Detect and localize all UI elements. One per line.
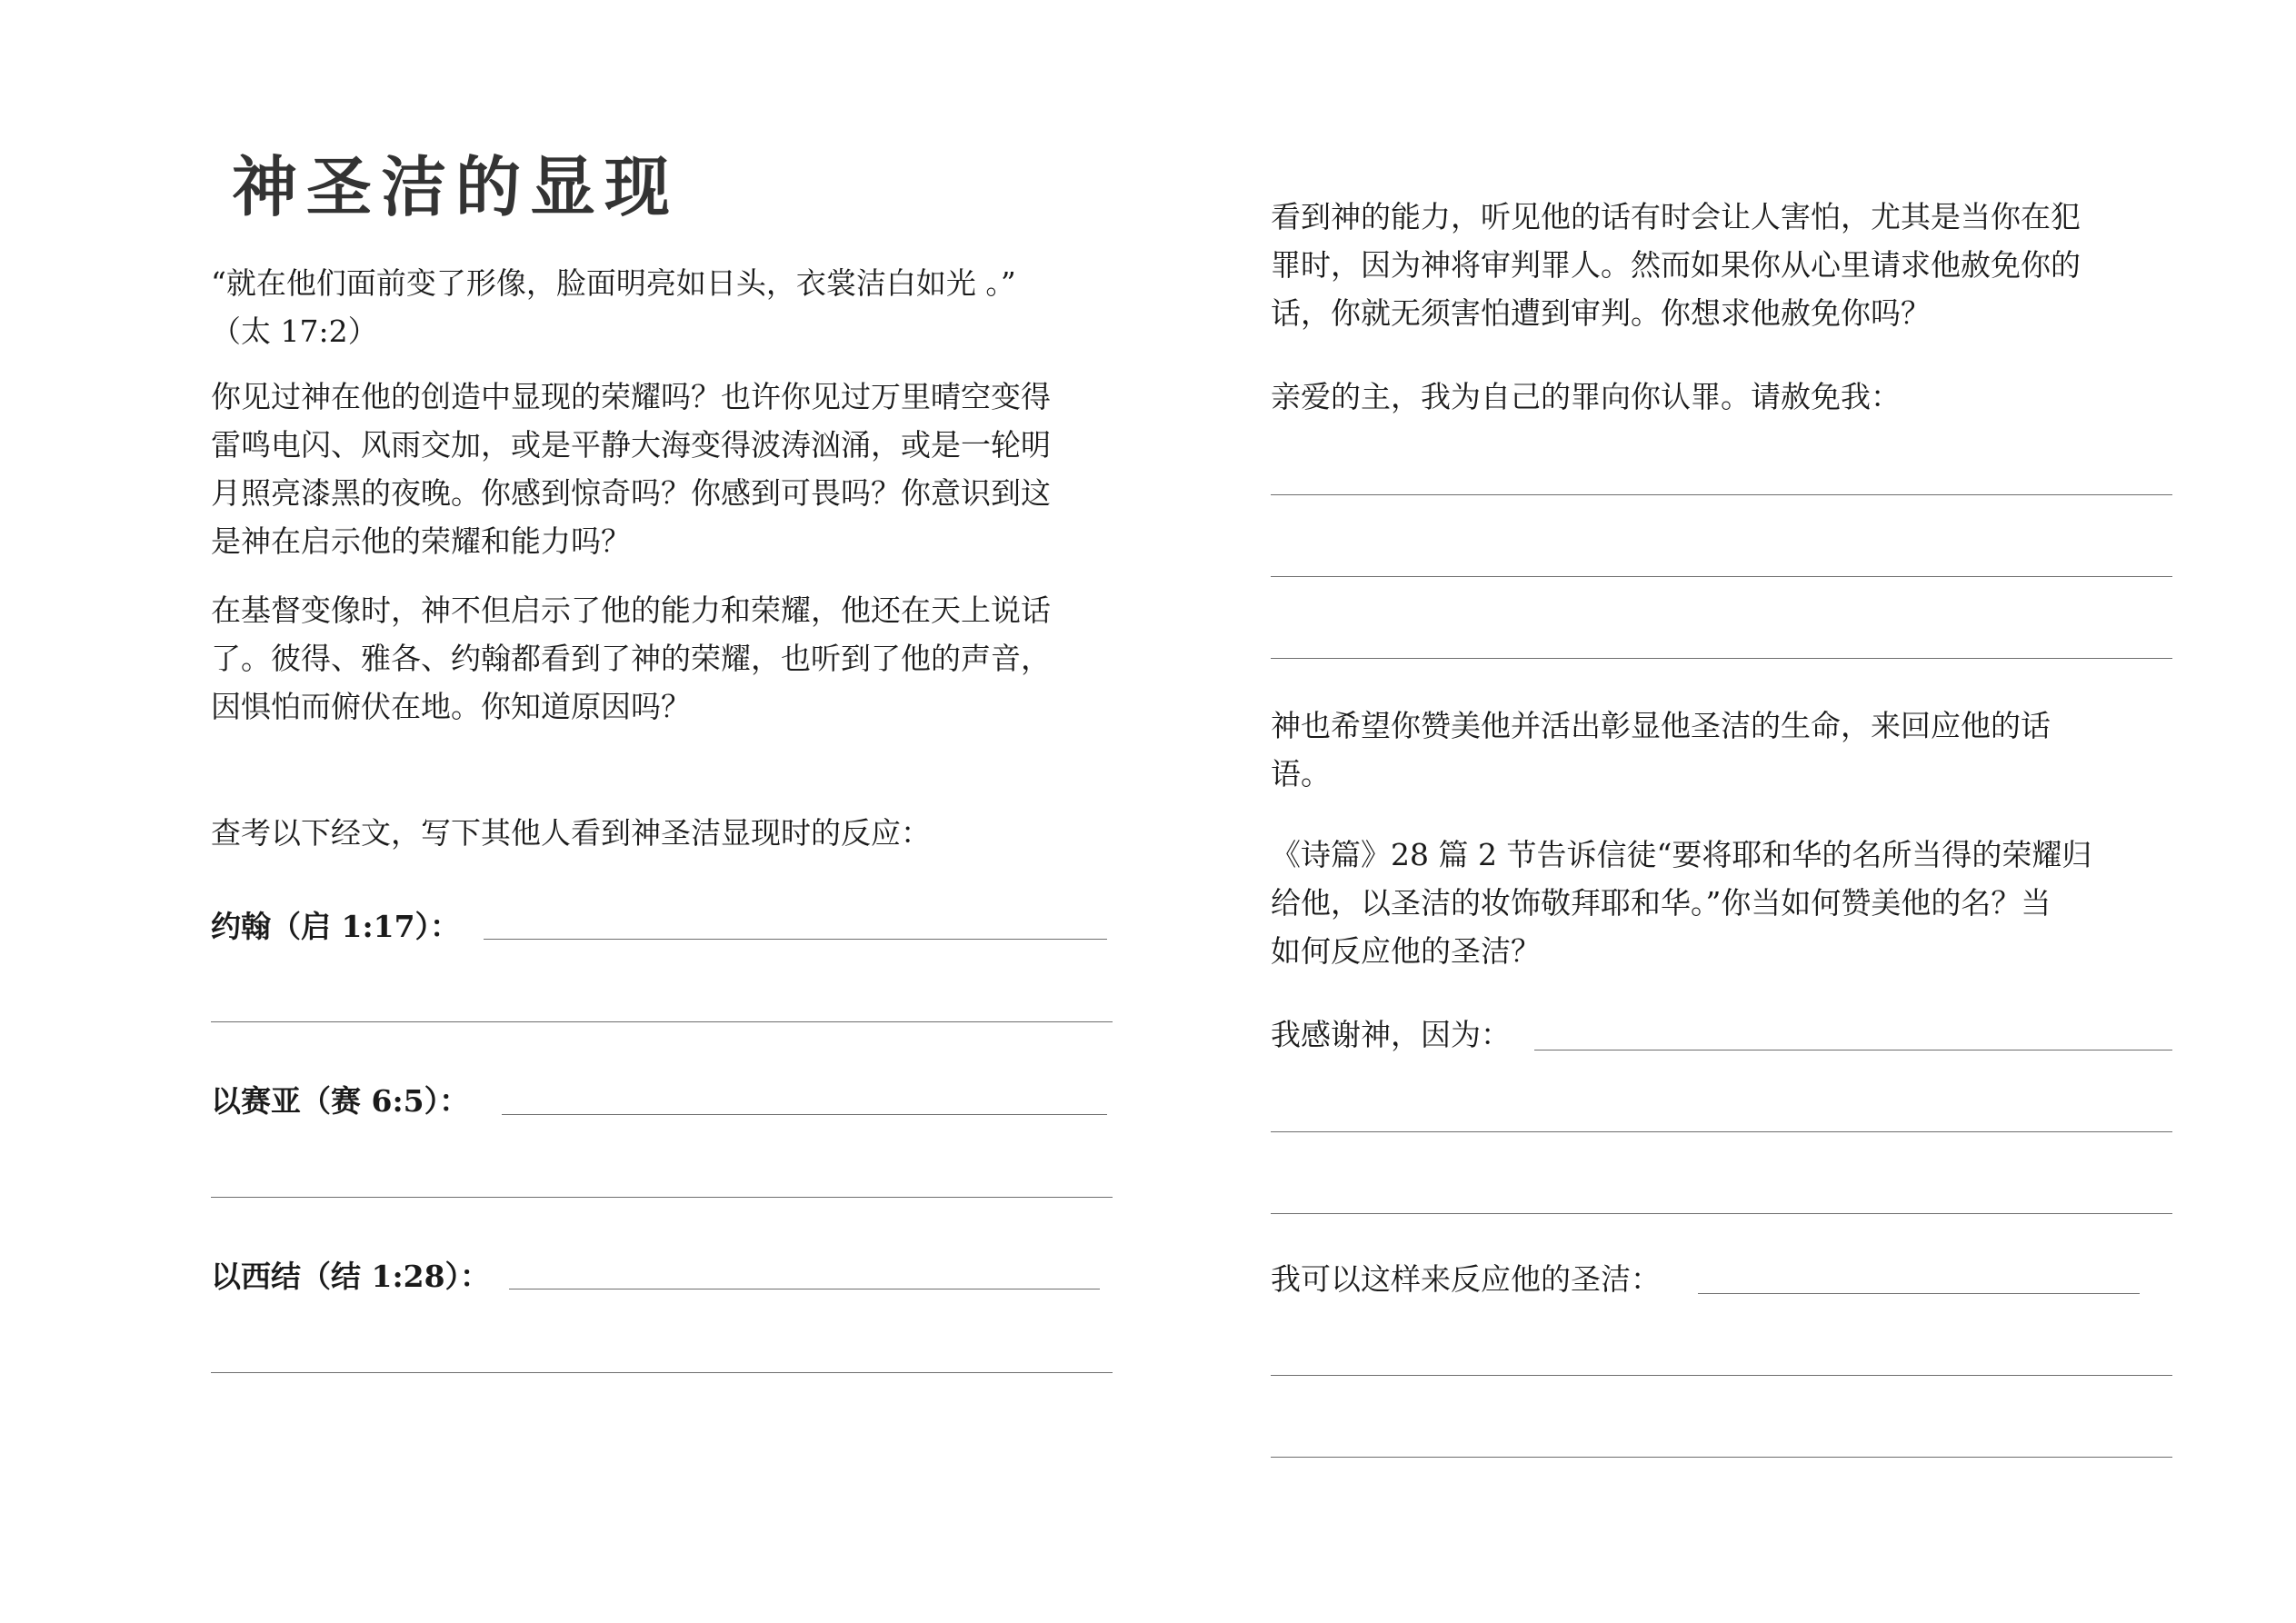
psalm-paragraph	[1271, 831, 2091, 975]
verse-reference: （太 17:2）	[211, 314, 378, 349]
answer-line-john[interactable]	[484, 939, 1107, 940]
paragraph-line: 在基督变像时，神不但启示了他的能力和荣耀，他还在天上说话	[211, 592, 1051, 628]
intro-paragraph	[211, 373, 1051, 565]
paragraph-line: 看到神的能力，听见他的话有时会让人害怕，尤其是当你在犯	[1271, 199, 2081, 234]
respond-line-2[interactable]	[1271, 1375, 2172, 1376]
paragraph-line: 月照亮漆黑的夜晚。你感到惊奇吗？你感到可畏吗？你意识到这	[211, 475, 1051, 511]
thanks-line-2[interactable]	[1271, 1131, 2172, 1132]
thanks-line-3[interactable]	[1271, 1213, 2172, 1214]
reference-label-isaiah: 以赛亚（赛 6:5）：	[211, 1083, 470, 1119]
answer-line-isaiah-2[interactable]	[211, 1197, 1113, 1198]
verse-text: “就在他们面前变了形像，脸面明亮如日头，衣裳洁白如光 。”	[211, 265, 1016, 301]
paragraph-line: 因惧怕而俯伏在地。你知道原因吗？	[211, 689, 691, 724]
prayer-line: 亲爱的主，我为自己的罪向你认罪。请赦免我：	[1271, 379, 1901, 414]
instruction-line: 查考以下经文，写下其他人看到神圣洁显现时的反应：	[211, 815, 931, 851]
thanks-label: 我感谢神，因为：	[1271, 1017, 1511, 1052]
reference-label-ezekiel: 以西结（结 1:28）：	[211, 1259, 491, 1294]
paragraph-line: 你见过神在他的创造中显现的荣耀吗？也许你见过万里晴空变得	[211, 379, 1051, 414]
page-title: 神圣洁的显现	[232, 148, 680, 225]
instruction-text	[211, 809, 931, 857]
praise-paragraph	[1271, 702, 2051, 798]
reference-label-john: 约翰（启 1:17）：	[211, 909, 461, 944]
paragraph-line: 罪时，因为神将审判罪人。然而如果你从心里请求他赦免你的	[1271, 247, 2081, 283]
paragraph-line: 了。彼得、雅各、约翰都看到了神的荣耀，也听到了他的声音，	[211, 641, 1051, 676]
paragraph-line: 语。	[1271, 756, 1331, 792]
fear-paragraph	[1271, 193, 2081, 337]
respond-label: 我可以这样来反应他的圣洁：	[1271, 1261, 1661, 1297]
paragraph-line: 话，你就无须害怕遭到审判。你想求他赦免你吗？	[1271, 295, 1931, 331]
confession-prompt	[1271, 373, 1901, 421]
respond-line-3[interactable]	[1271, 1457, 2172, 1458]
confession-line-3[interactable]	[1271, 658, 2172, 659]
answer-line-isaiah[interactable]	[502, 1114, 1107, 1115]
confession-line-1[interactable]	[1271, 494, 2172, 495]
paragraph-line: 给他，以圣洁的妆饰敬拜耶和华。”你当如何赞美他的名？当	[1271, 885, 2051, 921]
paragraph-line: 如何反应他的圣洁？	[1271, 933, 1541, 969]
respond-line-1[interactable]	[1698, 1293, 2140, 1294]
answer-line-ezekiel-2[interactable]	[211, 1372, 1113, 1373]
transfiguration-paragraph	[211, 586, 1051, 731]
paragraph-line: 是神在启示他的荣耀和能力吗？	[211, 523, 631, 559]
paragraph-line: 《诗篇》28 篇 2 节告诉信徒“要将耶和华的名所当得的荣耀归	[1271, 837, 2092, 872]
verse-quote	[211, 259, 1016, 355]
paragraph-line: 神也希望你赞美他并活出彰显他圣洁的生命，来回应他的话	[1271, 708, 2051, 743]
paragraph-line: 雷鸣电闪、风雨交加，或是平静大海变得波涛汹涌，或是一轮明	[211, 427, 1051, 463]
answer-line-john-2[interactable]	[211, 1021, 1113, 1022]
confession-line-2[interactable]	[1271, 576, 2172, 577]
